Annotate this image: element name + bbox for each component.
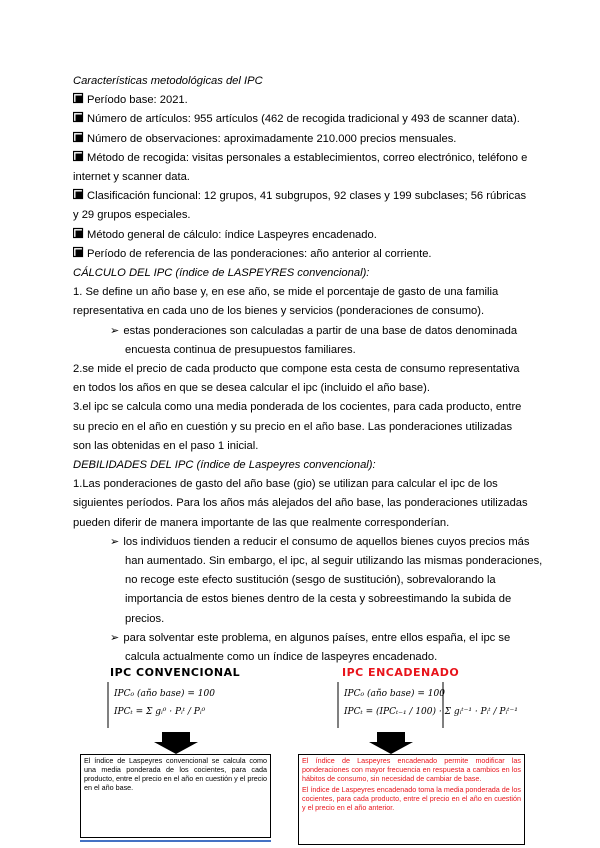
arrow-bullet-icon: ➢: [110, 324, 120, 337]
arrow-bullet-line: ➢ para solventar este problema, en algunos países, entre ellos españa, el ipc se: [73, 629, 535, 648]
text-line: encuesta continua de presupuestos familiares.: [125, 343, 356, 356]
checkbox-bullet-icon: [73, 92, 84, 104]
text-line: siguientes períodos. Para los años más alejados del año base, las ponderaciones utilizadas: [73, 497, 528, 510]
text-line: calcula actualmente como un índice de laspeyres encadenado.: [125, 651, 438, 664]
bullet-line: Método general de cálculo: índice Laspeyres encadenado.: [73, 226, 535, 245]
bullet-line: Método de recogida: visitas personales a establecimientos, correo electrónico, teléfono e: [73, 149, 535, 168]
checkbox-bullet-icon: [73, 150, 84, 162]
text-line: 1. Se define un año base y, en ese año, se mide el porcentaje de gasto de una familia: [73, 286, 499, 299]
bullet-line: Número de observaciones: aproximadamente 210.000 precios mensuales.: [73, 130, 535, 149]
text-line: son las obtenidas en el paso 1 inicial.: [73, 439, 259, 452]
checkbox-bullet-icon: [73, 111, 84, 123]
checkbox-bullet-icon: [73, 227, 84, 239]
checkbox-bullet-icon: [73, 246, 84, 258]
text-line: han aumentado. Sin embargo, el ipc, al seguir utilizando las mismas ponderaciones,: [125, 555, 543, 568]
document-body: [73, 72, 543, 667]
arrow-bullet-icon: ➢: [110, 631, 120, 644]
section-heading-debilidades: DEBILIDADES DEL IPC (índice de Laspeyres convencional):: [73, 459, 376, 472]
arrow-bullet-icon: ➢: [110, 535, 120, 548]
text-line: 2.se mide el precio de cada producto que compone esta cesta de consumo representativa: [73, 363, 520, 376]
text-line: representativa en cada uno de los bienes y servicios (ponderaciones de consumo).: [73, 305, 485, 318]
arrow-bullet-line: ➢ estas ponderaciones son calculadas a partir de una base de datos denominada: [73, 322, 535, 341]
down-arrow-right: [369, 732, 413, 754]
bullet-line: Período base: 2021.: [73, 91, 535, 110]
text-line: 3.el ipc se calcula como una media ponderada de los cocientes, para cada producto, entre: [73, 401, 522, 414]
formula-encadenado: IPC₀ (año base) = 100 IPCₜ = (IPCₜ₋₁ / 100) · Σ gᵢᵗ⁻¹ · Pᵢᵗ / Pᵢᵗ⁻¹: [344, 689, 518, 717]
text-line: no recoge este efecto sustitución (sesgo de sustitución), sobrevalorando la: [125, 574, 496, 587]
bullet-line: Número de artículos: 955 artículos (462 de recogida tradicional y 493 de scanner data).: [73, 110, 535, 129]
note-encadenado: El índice de Laspeyres encadenado permite modificar las ponderaciones con mayor frecuencia en respuesta a cambios en los hábitos de consumo, sin necesidad de cambiar de base. El índice de Laspeyres encadenado toma la media ponderada de los cocientes, para cada producto, entre el precio en el año en cuestión y el precio en el año anterior.: [302, 756, 521, 812]
text-line: precios.: [125, 612, 165, 625]
arrow-bullet-line: ➢ los individuos tienden a reducir el consumo de aquellos bienes cuyos precios más: [73, 533, 535, 552]
checkbox-bullet-icon: [73, 131, 84, 143]
checkbox-bullet-icon: [73, 188, 84, 200]
ipc-comparison-figure: [80, 666, 530, 846]
section-heading-methodology: Características metodológicas del IPC: [73, 75, 263, 87]
text-line: 1.Las ponderaciones de gasto del año base (gio) se utilizan para calcular el ipc de los: [73, 478, 498, 491]
bullet-line: Clasificación funcional: 12 grupos, 41 subgrupos, 92 clases y 199 subclases; 56 rúbricas: [73, 187, 535, 206]
formula-convencional: IPC₀ (año base) = 100 IPCₜ = Σ gᵢ⁰ · Pᵢᵗ / Pᵢ⁰: [114, 689, 215, 717]
figure-title-encadenado: IPC ENCADENADO: [342, 666, 460, 679]
text-line: y 29 grupos especiales.: [73, 209, 191, 222]
figure-title-convencional: IPC CONVENCIONAL: [110, 666, 241, 679]
section-heading-calculo: CÁLCULO DEL IPC (índice de LASPEYRES convencional):: [73, 267, 370, 280]
bullet-line: Período de referencia de las ponderaciones: año anterior al corriente.: [73, 245, 535, 264]
note-convencional: El índice de Laspeyres convencional se calcula como una media ponderada de los cocientes, para cada producto, entre el precio en el año en cuestión y el precio en el año base.: [84, 756, 267, 792]
down-arrow-left: [154, 732, 198, 754]
text-line: su precio en el año en cuestión y su precio en el año base. Las ponderaciones utilizadas: [73, 420, 513, 433]
text-line: importancia de estos bienes dentro de la cesta y sobreestimando la subida de: [125, 593, 512, 606]
text-line: pueden diferir de manera importante de las que realmente corresponderían.: [73, 516, 450, 529]
text-line: en todos los años en que se desea calcular el ipc (incluido el año base).: [73, 382, 430, 395]
blue-underline-left: [80, 840, 271, 842]
text-line: internet y scanner data.: [73, 171, 190, 184]
